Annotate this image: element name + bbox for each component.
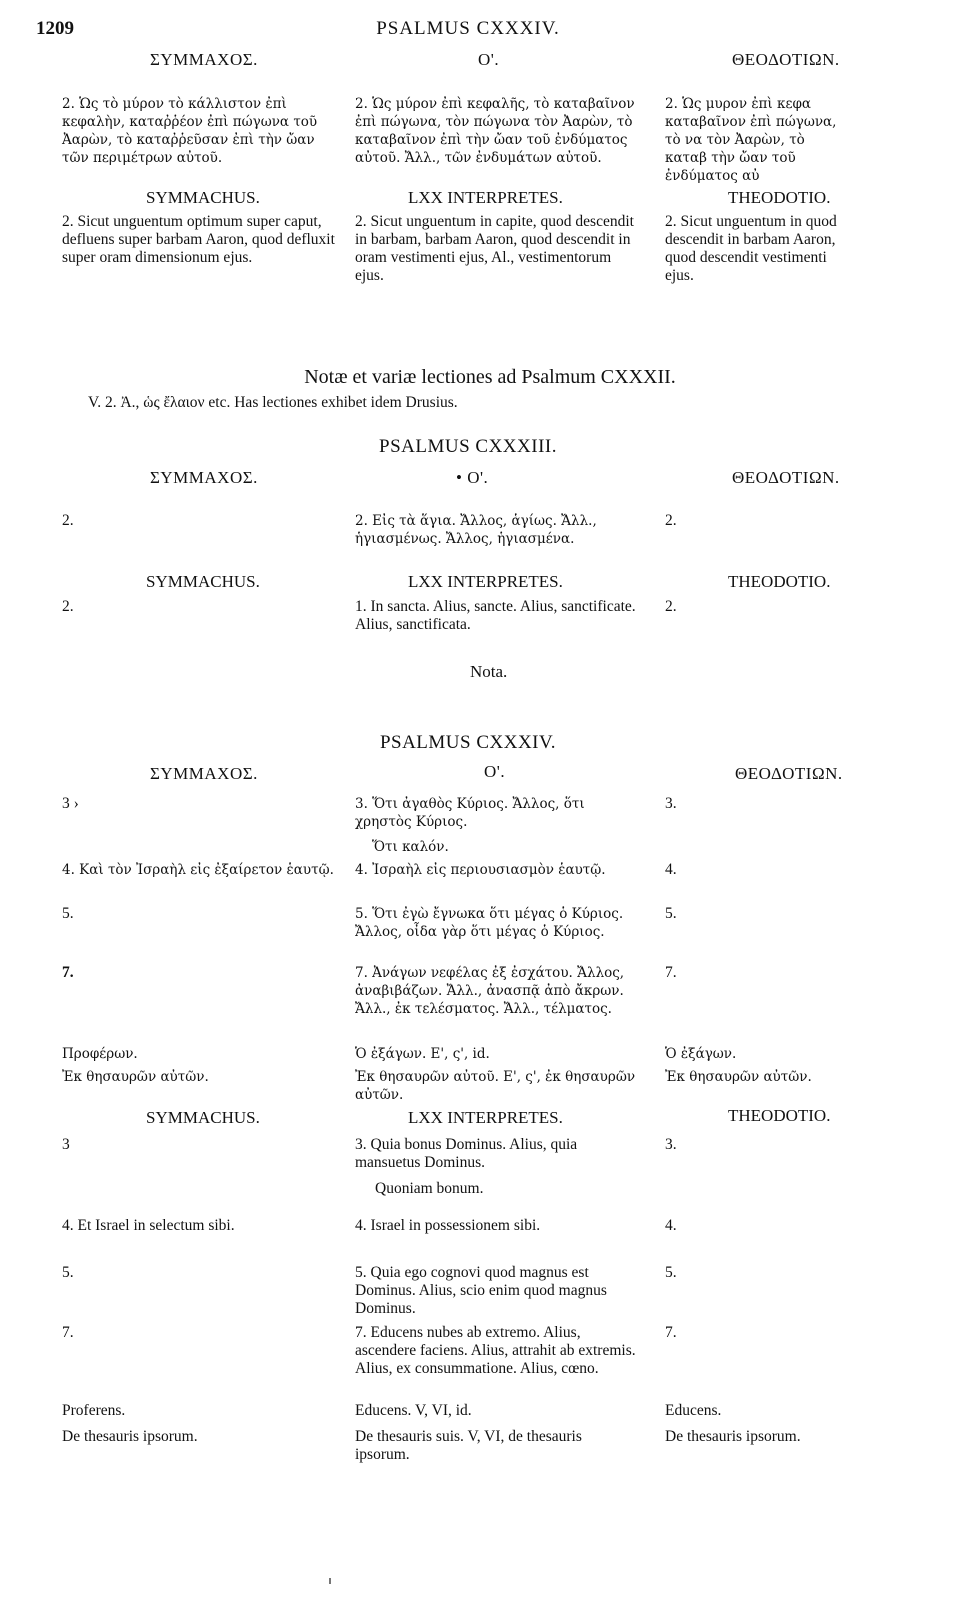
ps134-latin-row1-theodotio: 3.: [665, 1136, 677, 1153]
ps134-greek-row7-lxx: Ἐκ θησαυρῶν αὐτοῦ. Ε', ς', ἐκ θησαυρῶν αὐτῶν.: [355, 1069, 636, 1103]
col-head-symmachus: ΣΥΜΜΑΧΟΣ.: [150, 50, 258, 69]
ps134-greek-row4-symmachus: 5.: [62, 905, 74, 922]
top-latin-symmachus: 2. Sicut unguentum optimum super caput, defluens super barbam Aaron, quod defluxit super oram dimensionum ejus.: [62, 213, 335, 266]
ps134-latin-row1-symmachus: 3: [62, 1136, 70, 1153]
notes-title: Notæ et variæ lectiones ad Psalmum CXXXII.: [304, 366, 676, 388]
notes-line: V. 2. Ἀ., ὡς ἔλαιον etc. Has lectiones exhibet idem Drusius.: [88, 394, 458, 411]
ps134-latin-row2-lxx: Quoniam bonum.: [375, 1180, 484, 1197]
ps134-latin-head-symmachus: SYMMACHUS.: [146, 1108, 260, 1127]
print-speck: [329, 1578, 331, 1584]
ps134-greek-row3-symmachus: 4. Καὶ τὸν Ἰσραὴλ εἰς ἐξαίρετον ἑαυτῷ.: [62, 862, 334, 878]
ps134-latin-head-lxx: LXX INTERPRETES.: [408, 1108, 563, 1127]
ps133-col-head-symmachus: ΣΥΜΜΑΧΟΣ.: [150, 468, 258, 487]
ps134-greek-row6-theodotion: Ὁ ἐξάγων.: [665, 1046, 737, 1062]
ps133-col-head-lxx: • Ο'.: [456, 468, 489, 487]
ps133-latin-symmachus: 2.: [62, 598, 74, 615]
ps134-latin-row7-symmachus: De thesauris ipsorum.: [62, 1428, 198, 1445]
ps134-greek-row3-theodotion: 4.: [665, 861, 677, 878]
ps134-greek-row1-theodotion: 3.: [665, 795, 677, 812]
top-latin-lxx: 2. Sicut unguentum in capite, quod descendit in barbam, barbam Aaron, quod descendit in oram vestimenti ejus, Al., vestimentorum ejus.: [355, 213, 634, 284]
ps134-latin-row3-theodotio: 4.: [665, 1217, 677, 1234]
ps134-latin-head-theodotio: THEODOTIO.: [728, 1106, 831, 1125]
ps134-latin-row3-lxx: 4. Israel in possessionem sibi.: [355, 1217, 541, 1234]
ps134-greek-row1-symmachus: 3 ›: [62, 795, 79, 812]
latin-head-lxx: LXX INTERPRETES.: [408, 188, 563, 207]
ps134-latin-row4-lxx: 5. Quia ego cognovi quod magnus est Dominus. Alius, scio enim quod magnus Dominus.: [355, 1264, 607, 1317]
ps134-col-head-lxx: Ο'.: [484, 762, 506, 781]
ps134-greek-row7-symmachus: Ἐκ θησαυρῶν αὐτῶν.: [62, 1069, 209, 1085]
ps133-latin-head-lxx: LXX INTERPRETES.: [408, 572, 563, 591]
ps134-latin-row6-lxx: Educens. V, VI, id.: [355, 1402, 472, 1419]
ps134-latin-row3-symmachus: 4. Et Israel in selectum sibi.: [62, 1217, 235, 1234]
ps134-greek-row7-theodotion: Ἐκ θησαυρῶν αὐτῶν.: [665, 1069, 812, 1085]
ps133-latin-head-theodotio: THEODOTIO.: [728, 572, 831, 591]
top-latin-theodotio: 2. Sicut unguentum in quod descendit in barbam Aaron, quod descendit vestimenti ejus.: [665, 213, 837, 284]
ps134-latin-row4-theodotio: 5.: [665, 1264, 677, 1281]
ps134-col-head-theodotion: ΘΕΟΔΟΤΙΩΝ.: [735, 764, 843, 783]
col-head-theodotion: ΘΕΟΔΟΤΙΩΝ.: [732, 50, 840, 69]
ps134-latin-row5-lxx: 7. Educens nubes ab extremo. Alius, ascendere faciens. Alius, attrahit ab extremis. Alius, ex consummatione. Alius, cœno.: [355, 1324, 636, 1377]
ps134-greek-row5-symmachus: 7.: [62, 964, 74, 981]
ps134-greek-row6-lxx: Ὁ ἐξάγων. Ε', ς', id.: [355, 1046, 490, 1062]
ps133-greek-theodotion: 2.: [665, 512, 677, 529]
ps134-title: PSALMUS CXXXIV.: [379, 732, 557, 753]
ps134-latin-row7-theodotio: De thesauris ipsorum.: [665, 1428, 801, 1445]
ps134-latin-row4-symmachus: 5.: [62, 1264, 74, 1281]
ps134-greek-row4-lxx: 5. Ὅτι ἐγὼ ἔγνωκα ὅτι μέγας ὁ Κύριος. Ἄλλος, οἶδα γὰρ ὅτι μέγας ὁ Κύριος.: [355, 906, 624, 940]
running-head: PSALMUS CXXXIV.: [376, 18, 560, 39]
ps133-nota: Nota.: [470, 662, 508, 681]
ps133-col-head-theodotion: ΘΕΟΔΟΤΙΩΝ.: [732, 468, 840, 487]
ps133-latin-lxx: 1. In sancta. Alius, sancte. Alius, sanctificate. Alius, sanctificata.: [355, 598, 636, 633]
ps134-greek-row5-lxx: 7. Ἀνάγων νεφέλας ἐξ ἐσχάτου. Ἄλλος, ἀναβιβάζων. Ἄλλ., ἀνασπᾷ ἀπὸ ἄκρων. Ἄλλ., ἐκ τελέσματος. Ἄλλ., τέλματος.: [355, 965, 625, 1017]
ps134-greek-row3-lxx: 4. Ἰσραὴλ εἰς περιουσιασμὸν ἑαυτῷ.: [355, 862, 606, 878]
ps134-greek-row1-lxx: 3. Ὅτι ἀγαθὸς Κύριος. Ἄλλος, ὅτι χρηστὸς Κύριος.: [355, 796, 585, 830]
ps134-latin-row6-symmachus: Proferens.: [62, 1402, 126, 1419]
top-greek-lxx: 2. Ὡς μύρον ἐπὶ κεφαλῆς, τὸ καταβαῖνον ἐπὶ πώγωνα, τὸν πώγωνα τὸν Ἀαρὼν, τὸ καταβαῖνον ἐπὶ τὴν ὤαν τοῦ ἐνδύματος αὐτοῦ. Ἄλλ., τῶν ἐνδυμάτων αὐτοῦ.: [355, 96, 635, 166]
top-greek-symmachus: 2. Ὡς τὸ μύρον τὸ κάλλιστον ἐπὶ κεφαλὴν, καταῤῥέον ἐπὶ πώγωνα τοῦ Ἀαρὼν, τὸ καταῤῥεῦσαν ἐπὶ τὴν ὤαν τῶν περιμέτρων αὐτοῦ.: [62, 96, 318, 166]
ps133-latin-head-symmachus: SYMMACHUS.: [146, 572, 260, 591]
latin-head-symmachus: SYMMACHUS.: [146, 188, 260, 207]
ps134-greek-row2-lxx: Ὅτι καλόν.: [372, 839, 449, 855]
ps134-greek-row6-symmachus: Προφέρων.: [62, 1046, 138, 1062]
ps134-latin-row7-lxx: De thesauris suis. V, VI, de thesauris ipsorum.: [355, 1428, 582, 1463]
top-greek-theodotion: 2. Ὡς μυρον ἐπὶ κεφα καταβαῖνον ἐπὶ πώγωνα, τὸ να τὸν Ἀαρὼν, τὸ καταβ τὴν ὤαν τοῦ ἐνδύματος αὐ: [665, 96, 837, 184]
ps133-latin-theodotio: 2.: [665, 598, 677, 615]
ps134-greek-row5-theodotion: 7.: [665, 964, 677, 981]
latin-head-theodotio: THEODOTIO.: [728, 188, 831, 207]
page-number: 1209: [36, 18, 74, 39]
ps134-latin-row5-theodotio: 7.: [665, 1324, 677, 1341]
col-head-lxx: Ο'.: [478, 50, 500, 69]
ps134-col-head-symmachus: ΣΥΜΜΑΧΟΣ.: [150, 764, 258, 783]
ps134-latin-row6-theodotio: Educens.: [665, 1402, 722, 1419]
ps134-greek-row4-theodotion: 5.: [665, 905, 677, 922]
ps133-title: PSALMUS CXXXIII.: [379, 436, 557, 457]
ps134-latin-row5-symmachus: 7.: [62, 1324, 74, 1341]
ps133-greek-symmachus: 2.: [62, 512, 74, 529]
ps134-latin-row1-lxx: 3. Quia bonus Dominus. Alius, quia mansuetus Dominus.: [355, 1136, 578, 1171]
ps133-greek-lxx: 2. Εἰς τὰ ἅγια. Ἄλλος, ἁγίως. Ἄλλ., ἡγιασμένως. Ἄλλος, ἡγιασμένα.: [355, 513, 597, 547]
